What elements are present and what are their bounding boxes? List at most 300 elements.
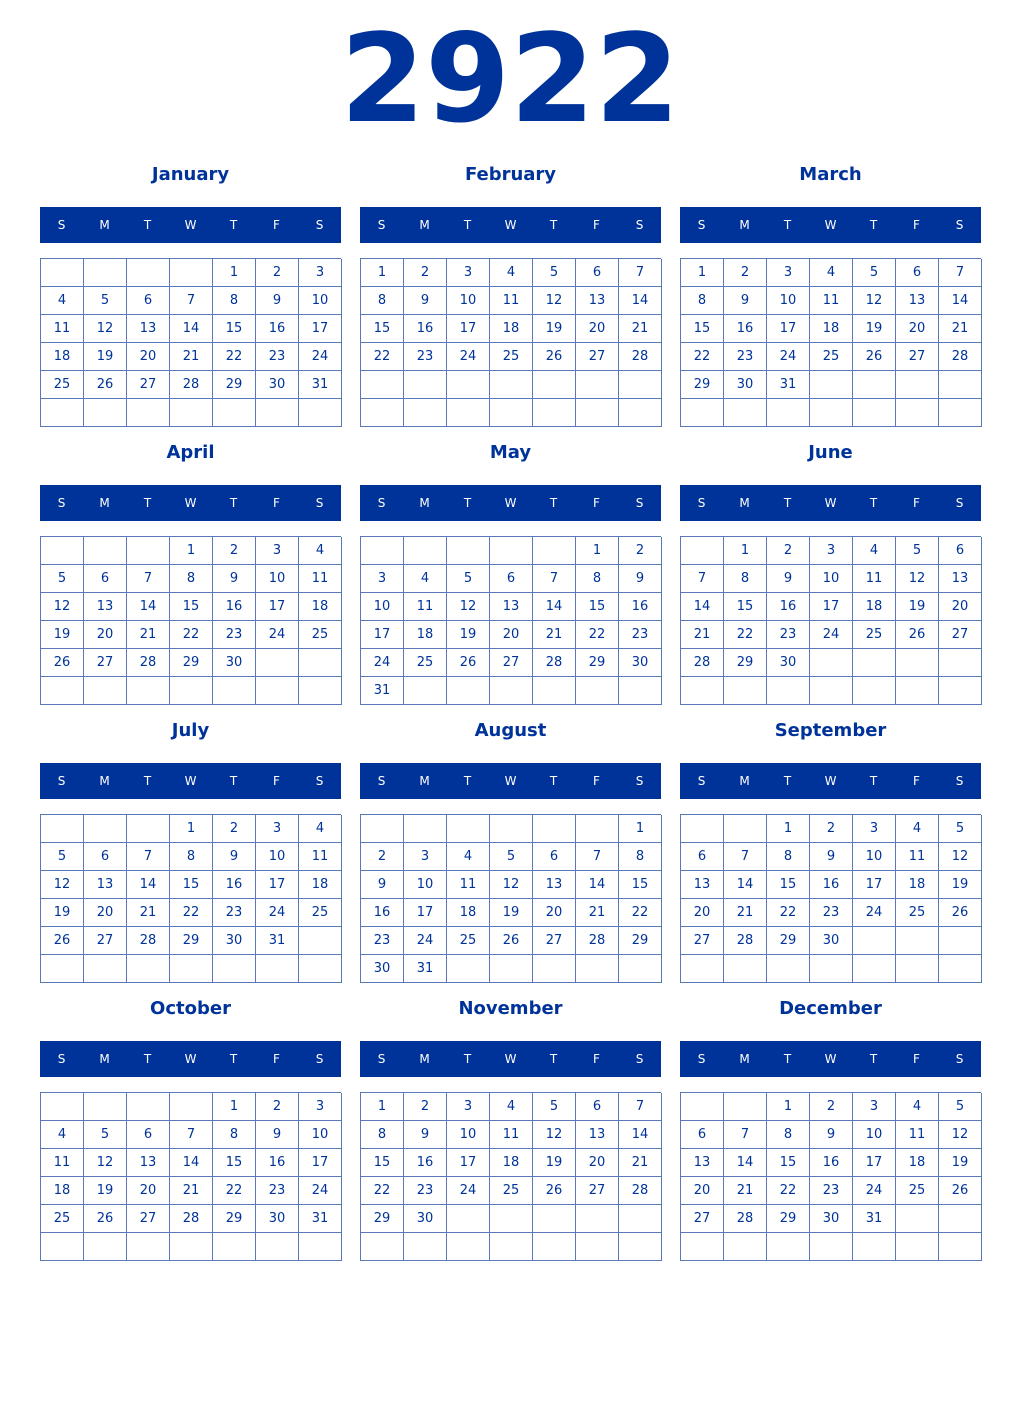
empty-cell <box>84 1233 127 1261</box>
day-cell: 14 <box>681 593 724 621</box>
day-cell: 1 <box>170 537 213 565</box>
empty-cell <box>41 399 84 427</box>
day-cell: 24 <box>447 343 490 371</box>
day-cell: 2 <box>213 815 256 843</box>
weekday-label: T <box>549 1052 558 1066</box>
weekday-label: S <box>635 496 644 510</box>
empty-cell <box>84 259 127 287</box>
day-cell: 28 <box>533 649 576 677</box>
day-cell: 16 <box>256 315 299 343</box>
empty-cell <box>404 537 447 565</box>
day-cell: 4 <box>299 815 342 843</box>
day-cell: 17 <box>256 593 299 621</box>
weekday-label: W <box>504 496 517 510</box>
day-cell: 11 <box>299 565 342 593</box>
weekday-label: S <box>315 218 324 232</box>
month-name: January <box>151 164 230 185</box>
day-cell: 31 <box>299 371 342 399</box>
day-cell: 5 <box>939 1093 982 1121</box>
empty-cell <box>681 399 724 427</box>
day-cell: 7 <box>127 565 170 593</box>
empty-cell <box>447 815 490 843</box>
day-cell: 7 <box>619 259 662 287</box>
weekday-header <box>680 485 981 521</box>
day-cell: 24 <box>810 621 853 649</box>
day-cell: 3 <box>853 1093 896 1121</box>
empty-cell <box>896 649 939 677</box>
day-cell: 12 <box>896 565 939 593</box>
day-cell: 14 <box>170 315 213 343</box>
weekday-label: M <box>99 774 110 788</box>
day-cell: 8 <box>213 1121 256 1149</box>
empty-cell <box>404 371 447 399</box>
day-cell: 2 <box>767 537 810 565</box>
day-cell: 4 <box>490 1093 533 1121</box>
day-cell: 23 <box>810 899 853 927</box>
day-cell: 7 <box>939 259 982 287</box>
weekday-label: M <box>739 496 750 510</box>
empty-cell <box>853 955 896 983</box>
day-cell: 11 <box>896 843 939 871</box>
empty-cell <box>896 955 939 983</box>
day-cell: 7 <box>576 843 619 871</box>
empty-cell <box>84 815 127 843</box>
day-cell: 1 <box>619 815 662 843</box>
empty-cell <box>619 1233 662 1261</box>
day-grid <box>680 536 981 705</box>
day-cell: 1 <box>767 815 810 843</box>
day-cell: 25 <box>404 649 447 677</box>
empty-cell <box>127 1233 170 1261</box>
empty-cell <box>447 399 490 427</box>
day-cell: 1 <box>213 1093 256 1121</box>
day-cell: 5 <box>896 537 939 565</box>
day-cell: 19 <box>853 315 896 343</box>
day-cell: 30 <box>619 649 662 677</box>
empty-cell <box>767 1233 810 1261</box>
day-cell: 2 <box>810 1093 853 1121</box>
day-cell: 29 <box>170 927 213 955</box>
day-cell: 23 <box>404 1177 447 1205</box>
day-cell: 13 <box>896 287 939 315</box>
empty-cell <box>810 955 853 983</box>
day-cell: 28 <box>724 927 767 955</box>
day-cell: 6 <box>896 259 939 287</box>
day-cell: 2 <box>724 259 767 287</box>
day-cell: 10 <box>299 287 342 315</box>
empty-cell <box>84 677 127 705</box>
day-cell: 20 <box>127 343 170 371</box>
empty-cell <box>810 649 853 677</box>
day-cell: 19 <box>41 621 84 649</box>
day-cell: 12 <box>84 1149 127 1177</box>
empty-cell <box>41 1233 84 1261</box>
empty-cell <box>896 677 939 705</box>
day-cell: 17 <box>853 1149 896 1177</box>
day-grid <box>360 1092 661 1261</box>
weekday-label: M <box>419 1052 430 1066</box>
empty-cell <box>41 815 84 843</box>
day-cell: 20 <box>490 621 533 649</box>
day-cell: 3 <box>853 815 896 843</box>
day-cell: 20 <box>576 1149 619 1177</box>
day-cell: 29 <box>576 649 619 677</box>
day-cell: 10 <box>447 287 490 315</box>
day-cell: 10 <box>256 565 299 593</box>
day-cell: 23 <box>810 1177 853 1205</box>
day-cell: 19 <box>939 1149 982 1177</box>
day-cell: 16 <box>361 899 404 927</box>
day-cell: 9 <box>404 287 447 315</box>
day-grid <box>360 258 661 427</box>
day-cell: 19 <box>939 871 982 899</box>
day-cell: 17 <box>361 621 404 649</box>
weekday-label: S <box>315 774 324 788</box>
weekday-label: S <box>697 1052 706 1066</box>
day-cell: 24 <box>853 899 896 927</box>
day-cell: 18 <box>853 593 896 621</box>
empty-cell <box>404 815 447 843</box>
empty-cell <box>127 537 170 565</box>
day-cell: 24 <box>767 343 810 371</box>
day-cell: 21 <box>939 315 982 343</box>
empty-cell <box>853 927 896 955</box>
day-cell: 13 <box>84 871 127 899</box>
day-cell: 12 <box>533 1121 576 1149</box>
day-cell: 26 <box>533 343 576 371</box>
day-cell: 25 <box>896 899 939 927</box>
day-cell: 24 <box>853 1177 896 1205</box>
day-cell: 10 <box>447 1121 490 1149</box>
day-cell: 26 <box>490 927 533 955</box>
weekday-label: S <box>57 774 66 788</box>
day-cell: 3 <box>404 843 447 871</box>
empty-cell <box>490 955 533 983</box>
day-cell: 14 <box>127 871 170 899</box>
weekday-label: W <box>824 1052 837 1066</box>
empty-cell <box>619 399 662 427</box>
day-cell: 26 <box>939 1177 982 1205</box>
empty-cell <box>404 677 447 705</box>
weekday-label: F <box>913 218 920 232</box>
empty-cell <box>447 1233 490 1261</box>
day-cell: 31 <box>767 371 810 399</box>
day-cell: 28 <box>939 343 982 371</box>
day-cell: 2 <box>404 259 447 287</box>
weekday-label: S <box>635 774 644 788</box>
day-cell: 6 <box>127 1121 170 1149</box>
empty-cell <box>299 955 342 983</box>
empty-cell <box>447 371 490 399</box>
day-cell: 9 <box>724 287 767 315</box>
day-cell: 8 <box>619 843 662 871</box>
day-cell: 21 <box>619 315 662 343</box>
empty-cell <box>939 927 982 955</box>
day-cell: 8 <box>576 565 619 593</box>
weekday-label: T <box>549 496 558 510</box>
day-cell: 20 <box>939 593 982 621</box>
day-cell: 7 <box>724 843 767 871</box>
weekday-label: M <box>739 774 750 788</box>
day-cell: 9 <box>361 871 404 899</box>
day-cell: 2 <box>213 537 256 565</box>
empty-cell <box>767 955 810 983</box>
day-cell: 27 <box>576 1177 619 1205</box>
empty-cell <box>576 371 619 399</box>
day-cell: 1 <box>724 537 767 565</box>
day-cell: 12 <box>853 287 896 315</box>
day-cell: 29 <box>619 927 662 955</box>
day-cell: 4 <box>810 259 853 287</box>
day-cell: 21 <box>619 1149 662 1177</box>
day-cell: 15 <box>576 593 619 621</box>
weekday-label: F <box>913 496 920 510</box>
day-cell: 5 <box>41 565 84 593</box>
day-cell: 24 <box>256 899 299 927</box>
day-cell: 10 <box>404 871 447 899</box>
day-cell: 31 <box>404 955 447 983</box>
day-cell: 8 <box>724 565 767 593</box>
weekday-header <box>680 207 981 243</box>
day-cell: 8 <box>170 565 213 593</box>
empty-cell <box>213 955 256 983</box>
day-cell: 1 <box>767 1093 810 1121</box>
day-cell: 23 <box>361 927 404 955</box>
day-cell: 30 <box>810 1205 853 1233</box>
day-cell: 12 <box>84 315 127 343</box>
weekday-label: T <box>143 218 152 232</box>
day-cell: 11 <box>404 593 447 621</box>
empty-cell <box>127 677 170 705</box>
day-cell: 6 <box>576 1093 619 1121</box>
empty-cell <box>939 1233 982 1261</box>
day-cell: 12 <box>447 593 490 621</box>
day-cell: 13 <box>576 1121 619 1149</box>
weekday-label: M <box>419 218 430 232</box>
weekday-label: M <box>419 496 430 510</box>
day-cell: 29 <box>361 1205 404 1233</box>
day-cell: 2 <box>361 843 404 871</box>
day-cell: 22 <box>213 343 256 371</box>
day-cell: 16 <box>404 1149 447 1177</box>
weekday-label: S <box>377 496 386 510</box>
day-cell: 31 <box>361 677 404 705</box>
day-cell: 10 <box>810 565 853 593</box>
weekday-label: F <box>273 218 280 232</box>
day-cell: 17 <box>447 315 490 343</box>
day-cell: 14 <box>170 1149 213 1177</box>
day-cell: 5 <box>533 259 576 287</box>
day-cell: 28 <box>170 1205 213 1233</box>
day-cell: 15 <box>170 593 213 621</box>
day-cell: 7 <box>681 565 724 593</box>
weekday-label: S <box>57 218 66 232</box>
empty-cell <box>84 955 127 983</box>
weekday-label: S <box>955 1052 964 1066</box>
day-cell: 28 <box>576 927 619 955</box>
day-cell: 29 <box>767 1205 810 1233</box>
day-cell: 3 <box>256 815 299 843</box>
day-cell: 14 <box>724 871 767 899</box>
empty-cell <box>576 1233 619 1261</box>
weekday-label: F <box>593 774 600 788</box>
weekday-label: M <box>99 1052 110 1066</box>
empty-cell <box>896 399 939 427</box>
empty-cell <box>724 955 767 983</box>
weekday-label: T <box>549 218 558 232</box>
day-cell: 11 <box>853 565 896 593</box>
day-cell: 15 <box>619 871 662 899</box>
day-cell: 17 <box>404 899 447 927</box>
day-cell: 18 <box>490 315 533 343</box>
day-cell: 9 <box>404 1121 447 1149</box>
day-cell: 27 <box>939 621 982 649</box>
day-cell: 11 <box>41 315 84 343</box>
day-cell: 5 <box>533 1093 576 1121</box>
day-cell: 17 <box>447 1149 490 1177</box>
day-cell: 6 <box>939 537 982 565</box>
day-cell: 9 <box>213 565 256 593</box>
empty-cell <box>361 537 404 565</box>
day-cell: 16 <box>213 593 256 621</box>
day-cell: 7 <box>127 843 170 871</box>
day-cell: 25 <box>490 343 533 371</box>
weekday-label: M <box>739 1052 750 1066</box>
day-cell: 5 <box>939 815 982 843</box>
weekday-label: S <box>377 774 386 788</box>
weekday-label: S <box>697 218 706 232</box>
weekday-header <box>40 763 341 799</box>
empty-cell <box>299 927 342 955</box>
day-cell: 13 <box>681 871 724 899</box>
weekday-label: S <box>635 218 644 232</box>
day-cell: 20 <box>681 899 724 927</box>
weekday-label: S <box>57 496 66 510</box>
day-cell: 3 <box>361 565 404 593</box>
empty-cell <box>41 259 84 287</box>
weekday-label: W <box>184 774 197 788</box>
day-cell: 13 <box>576 287 619 315</box>
day-cell: 20 <box>576 315 619 343</box>
day-cell: 15 <box>170 871 213 899</box>
day-grid <box>680 814 981 983</box>
day-cell: 7 <box>619 1093 662 1121</box>
weekday-label: S <box>955 218 964 232</box>
empty-cell <box>127 955 170 983</box>
empty-cell <box>170 1093 213 1121</box>
day-cell: 27 <box>576 343 619 371</box>
day-cell: 30 <box>256 371 299 399</box>
day-cell: 3 <box>767 259 810 287</box>
weekday-label: S <box>315 496 324 510</box>
day-cell: 31 <box>853 1205 896 1233</box>
day-cell: 16 <box>213 871 256 899</box>
day-cell: 17 <box>256 871 299 899</box>
day-cell: 4 <box>853 537 896 565</box>
day-cell: 15 <box>361 315 404 343</box>
weekday-label: T <box>229 1052 238 1066</box>
empty-cell <box>896 1205 939 1233</box>
empty-cell <box>299 649 342 677</box>
weekday-label: T <box>869 1052 878 1066</box>
empty-cell <box>447 955 490 983</box>
empty-cell <box>533 399 576 427</box>
weekday-label: T <box>549 774 558 788</box>
weekday-label: T <box>463 218 472 232</box>
day-cell: 8 <box>767 843 810 871</box>
empty-cell <box>939 1205 982 1233</box>
day-cell: 20 <box>84 899 127 927</box>
day-cell: 20 <box>127 1177 170 1205</box>
weekday-label: W <box>504 774 517 788</box>
empty-cell <box>256 1233 299 1261</box>
empty-cell <box>41 1093 84 1121</box>
empty-cell <box>490 1233 533 1261</box>
weekday-label: T <box>463 496 472 510</box>
day-grid <box>40 1092 341 1261</box>
day-cell: 17 <box>767 315 810 343</box>
day-cell: 16 <box>810 1149 853 1177</box>
empty-cell <box>939 371 982 399</box>
day-cell: 15 <box>767 1149 810 1177</box>
empty-cell <box>490 677 533 705</box>
empty-cell <box>681 677 724 705</box>
day-cell: 8 <box>361 1121 404 1149</box>
weekday-label: T <box>783 774 792 788</box>
month-name: September <box>774 720 887 741</box>
day-cell: 14 <box>939 287 982 315</box>
empty-cell <box>767 399 810 427</box>
day-cell: 29 <box>213 371 256 399</box>
empty-cell <box>299 399 342 427</box>
day-cell: 11 <box>810 287 853 315</box>
empty-cell <box>170 399 213 427</box>
day-cell: 1 <box>170 815 213 843</box>
day-cell: 19 <box>41 899 84 927</box>
day-cell: 22 <box>576 621 619 649</box>
day-cell: 12 <box>41 593 84 621</box>
weekday-label: T <box>229 218 238 232</box>
day-cell: 8 <box>361 287 404 315</box>
day-cell: 19 <box>533 1149 576 1177</box>
day-cell: 19 <box>84 343 127 371</box>
day-cell: 30 <box>810 927 853 955</box>
day-cell: 20 <box>84 621 127 649</box>
empty-cell <box>724 1233 767 1261</box>
day-grid <box>680 258 981 427</box>
day-cell: 3 <box>447 1093 490 1121</box>
day-cell: 21 <box>576 899 619 927</box>
month-name: December <box>779 998 882 1019</box>
day-cell: 12 <box>939 843 982 871</box>
empty-cell <box>170 955 213 983</box>
empty-cell <box>84 399 127 427</box>
day-cell: 27 <box>84 649 127 677</box>
empty-cell <box>576 677 619 705</box>
empty-cell <box>404 399 447 427</box>
empty-cell <box>939 677 982 705</box>
day-cell: 18 <box>404 621 447 649</box>
day-cell: 13 <box>127 1149 170 1177</box>
day-cell: 8 <box>767 1121 810 1149</box>
day-grid <box>40 258 341 427</box>
empty-cell <box>447 677 490 705</box>
empty-cell <box>256 955 299 983</box>
day-cell: 27 <box>896 343 939 371</box>
day-cell: 27 <box>127 371 170 399</box>
day-cell: 2 <box>404 1093 447 1121</box>
day-cell: 26 <box>84 371 127 399</box>
